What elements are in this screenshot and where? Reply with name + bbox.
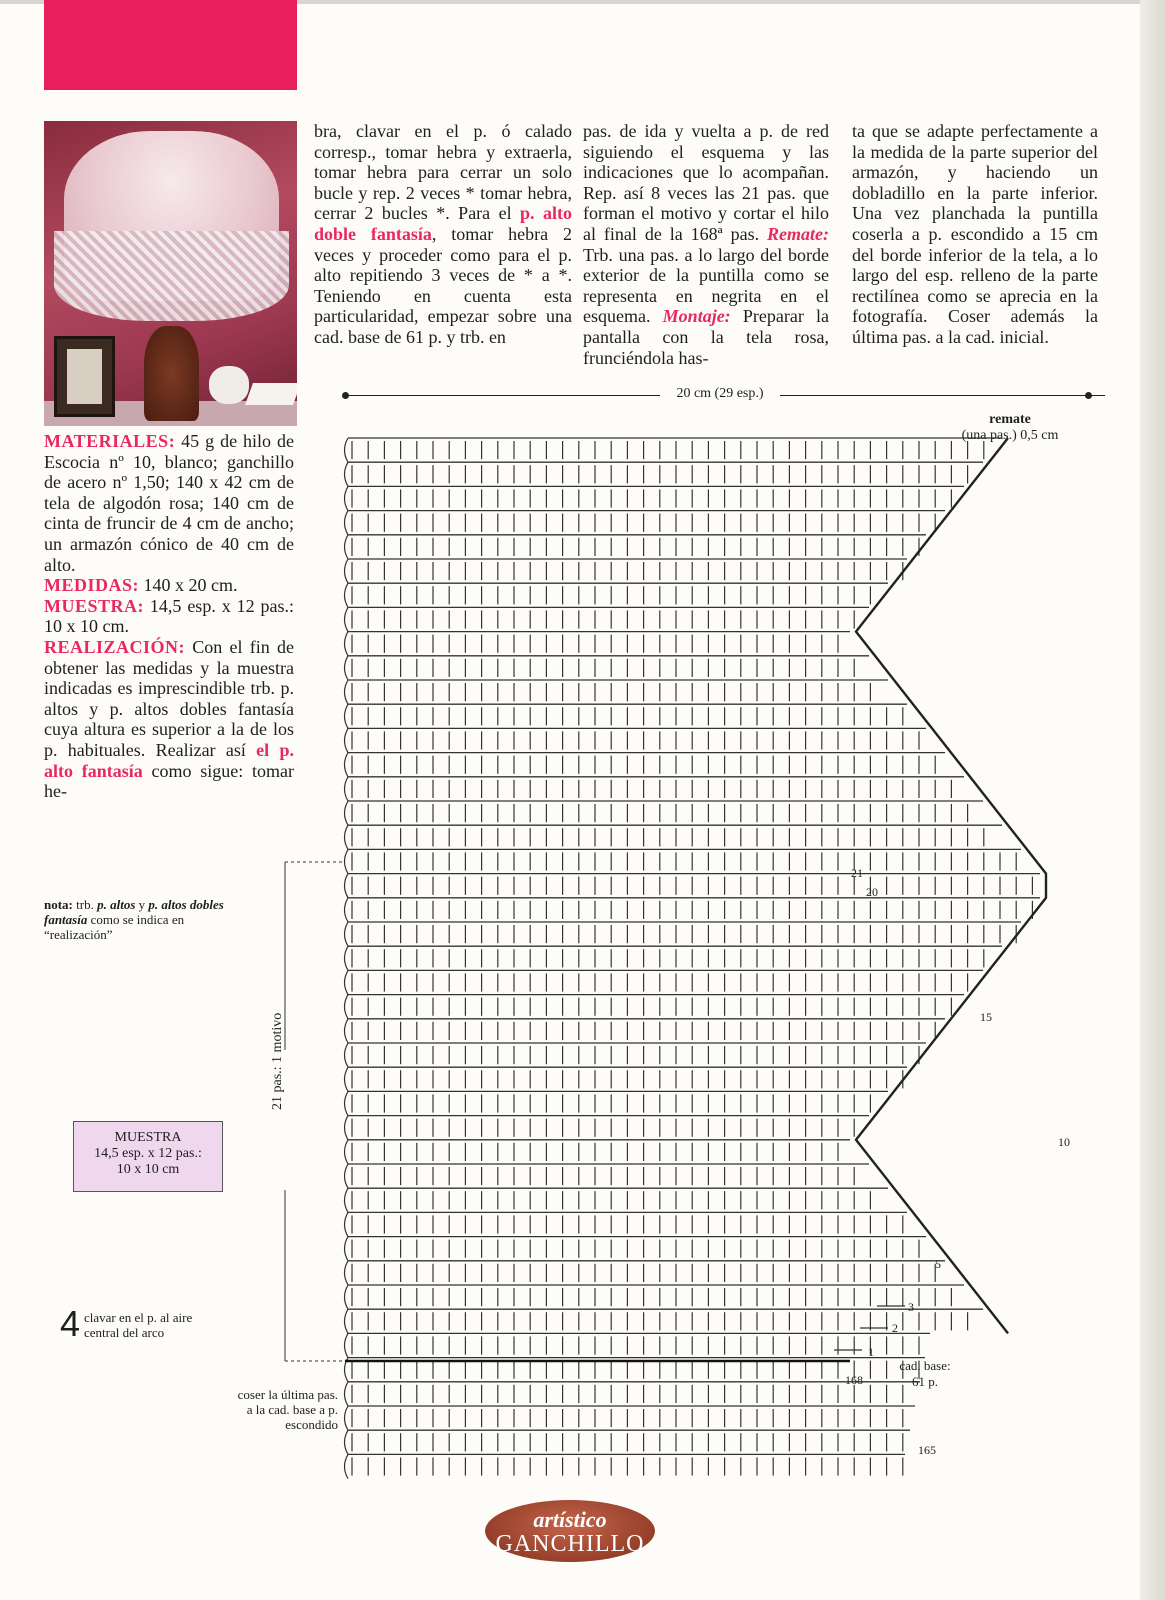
row-label-3: 3 [908, 1300, 914, 1314]
cad-base-line2: 61 p. [912, 1374, 938, 1389]
coser-note: coser la última pas. a la cad. base a p. escondido [237, 1387, 338, 1432]
medidas-text: 140 x 20 cm. [143, 575, 238, 596]
remate-sub: (una pas.) 0,5 cm [961, 428, 1059, 443]
turning-arc [345, 1116, 349, 1140]
nota-block [44, 897, 244, 942]
row-label-15: 15 [980, 1010, 992, 1024]
turning-arc [345, 777, 349, 801]
turning-arc [345, 1140, 349, 1164]
symbol-four: 4 [60, 1303, 81, 1344]
row-label-5: 5 [935, 1257, 941, 1271]
realizacion-text: Con el fin de obtener las medidas y la muestra indicadas es imprescindible trb. p. altos y p. altos dobles fantasía cuya altura es superior a la de los p. habituales. Realizar así [44, 636, 294, 760]
cad-base-line1: cad. base: [899, 1358, 951, 1373]
turning-arc [345, 559, 349, 583]
nota-heading: nota: [44, 897, 73, 912]
turning-arc [345, 1382, 349, 1406]
turning-arc [345, 970, 349, 994]
symbol-four-legend: clavar en el p. al aire central del arco [84, 1310, 193, 1340]
turning-arc [345, 1164, 349, 1188]
magazine-logo [485, 1500, 655, 1562]
turning-arc [345, 946, 349, 970]
medidas-heading: MEDIDAS: [44, 575, 140, 596]
turning-arc [345, 1019, 349, 1043]
turning-arc [345, 1285, 349, 1309]
col1-text: bra, clavar en el p. ó calado corresp., tomar hebra y extraerla, tomar hebra para cerrar un solo bucle y rep. 2 veces * tomar hebra, cerrar 2 bucles *. Para el [314, 121, 572, 224]
dim-label: 20 cm (29 esp.) [660, 386, 780, 402]
turning-arc [345, 1188, 349, 1212]
muestra-box-line1: MUESTRA [114, 1130, 182, 1145]
col1-highlight: p. alto doble fantasía [314, 203, 572, 244]
turning-arc [345, 486, 349, 510]
remate-title: remate [989, 412, 1031, 427]
turning-arc [345, 632, 349, 656]
nota-d: y [138, 897, 146, 912]
turning-arc [345, 607, 349, 631]
col2-text-b: Trb. una pas. a lo largo del borde exterior de la puntilla como se representa en negrita en el esquema. [583, 244, 829, 327]
row-label-20: 20 [866, 885, 878, 899]
montaje-heading: Montaje: [662, 306, 731, 327]
muestra-text: 14,5 esp. x 12 pas.: 10 x 10 cm. [44, 595, 294, 637]
turning-arc [345, 753, 349, 777]
turning-arc [345, 728, 349, 752]
turning-arc [345, 583, 349, 607]
materiales-text: 45 g de hilo de Escocia nº 10, blanco; ganchillo de acero nº 1,50; 140 x 42 cm de tela de algodón rosa; 140 cm de cinta de fruncir de 4 cm de ancho; un armazón cónico de 40 cm de alto. [44, 431, 294, 575]
logo-bottom: GANCHILLO [495, 1531, 645, 1557]
row-label-2: 2 [892, 1321, 898, 1335]
nota-b: trb. [76, 897, 94, 912]
turning-arc [345, 1261, 349, 1285]
muestra-box [73, 1121, 223, 1192]
turning-arc [345, 849, 349, 873]
turning-arc [345, 1430, 349, 1454]
turning-arc [345, 462, 349, 486]
turning-arc [345, 874, 349, 898]
turning-arc [345, 995, 349, 1019]
turning-arc [345, 922, 349, 946]
col2-text-c: Preparar la pantalla con la tela rosa, frunciéndola has- [583, 306, 830, 368]
turning-arc [345, 656, 349, 680]
col2-text: pas. de ida y vuelta a p. de red siguiendo el esquema y las indicaciones que lo acompañan. Rep. así 8 veces las 21 pas. que forman el motivo y cortar el hilo al final de la 168ª pas. [583, 121, 829, 244]
turning-arc [345, 1091, 349, 1115]
col1-text-end: , tomar hebra 2 veces y proceder como para el p. alto repitiendo 3 veces de * a *. Teniendo en cuenta esta particularidad, empezar sobre una cad. base de 61 p. y trb. en [314, 223, 572, 347]
turning-arc [345, 680, 349, 704]
turning-arc [345, 438, 349, 462]
muestra-heading: MUESTRA: [44, 595, 145, 616]
turning-arc [345, 1067, 349, 1091]
nota-c: p. altos [97, 897, 136, 912]
turning-arc [345, 1043, 349, 1067]
logo-top: artístico [533, 1507, 607, 1532]
realizacion-text-end: como sigue: tomar he- [44, 760, 295, 802]
realizacion-heading: REALIZACIÓN: [44, 636, 186, 657]
nota-e: p. altos dobles fantasía [44, 897, 224, 927]
turning-arc [345, 825, 349, 849]
materiales-heading: MATERIALES: [44, 431, 176, 451]
turning-arc [345, 1333, 349, 1357]
turning-arc [345, 704, 349, 728]
turning-arc [345, 898, 349, 922]
turning-arc [345, 1237, 349, 1261]
row-label-10: 10 [1058, 1135, 1070, 1149]
motif-label: 21 pas.: 1 motivo [270, 1012, 285, 1110]
turning-arc [345, 535, 349, 559]
turning-arc [345, 1454, 349, 1478]
realizacion-highlight: el p. alto fantasía [44, 739, 294, 781]
nota-f: como se indica en “realización” [44, 912, 185, 942]
turning-arc [345, 801, 349, 825]
muestra-box-line2: 14,5 esp. x 12 pas.: [94, 1146, 202, 1161]
col3-text: ta que se adapte perfectamente a la medida de la parte superior del armazón, y haciendo un dobladillo en la parte inferior. Una vez planchada la puntilla coserla a p. escondido a 15 cm del borde inferior de la tela, a lo largo del esp. relleno de la parte rectilínea como se aprecia en la fotografía. Coser además la última pas. a la cad. inicial. [852, 121, 1098, 347]
turning-arc [345, 1406, 349, 1430]
turning-arc [345, 1309, 349, 1333]
muestra-box-line3: 10 x 10 cm [116, 1162, 180, 1177]
row-label-165: 165 [918, 1443, 936, 1457]
cad-base-label [885, 1358, 965, 1390]
row-label-168: 168 [845, 1373, 863, 1387]
turning-arc [345, 1212, 349, 1236]
row-label-21: 21 [851, 866, 863, 880]
remate-heading: Remate: [767, 223, 829, 244]
turning-arc [345, 511, 349, 535]
row-label-1: 1 [868, 1345, 874, 1359]
